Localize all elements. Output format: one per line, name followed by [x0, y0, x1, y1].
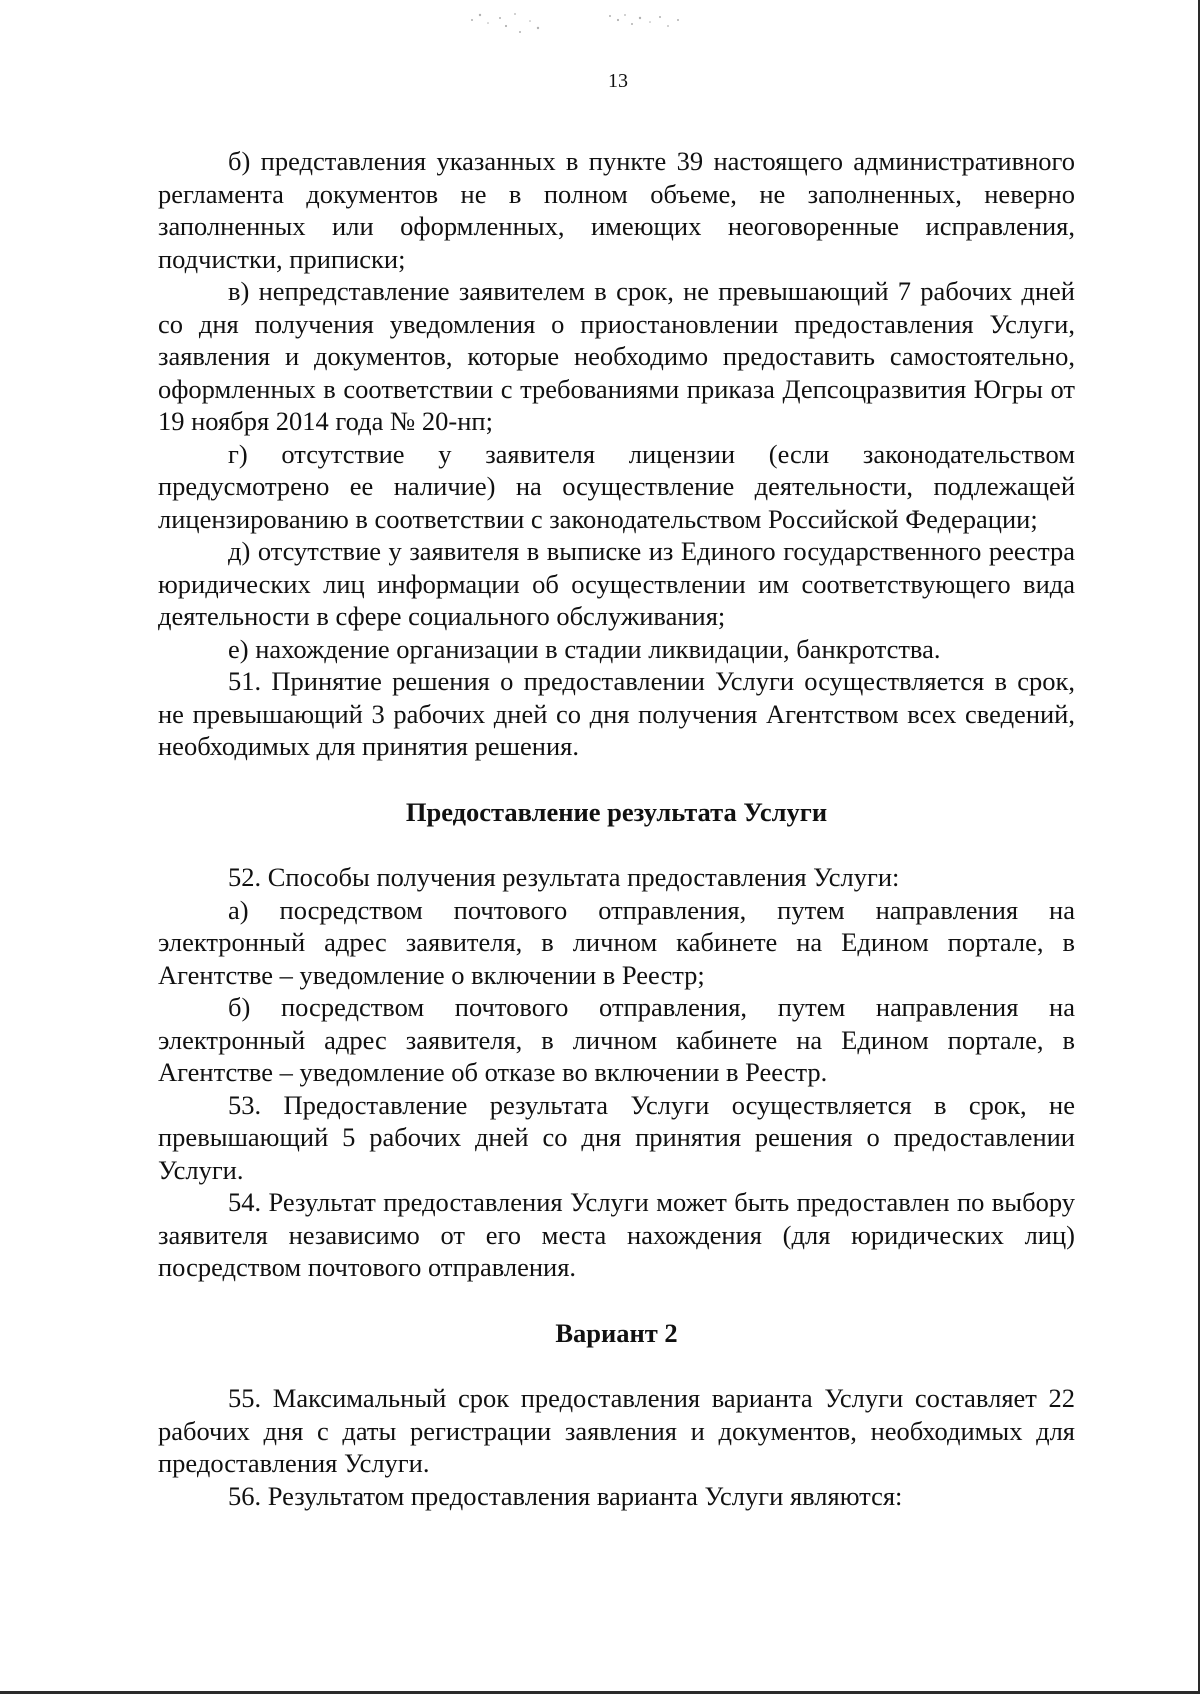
list-item-e: е) нахождение организации в стадии ликвидации, банкротства.: [228, 633, 941, 664]
clause-55: 55. Максимальный срок предоставления варианта Услуги составляет 22 рабочих дня с даты регистрации заявления и документов, необходимых для предоставления Услуги.: [158, 1383, 1075, 1478]
clause-52-item-b: б) посредством почтового отправления, путем направления на электронный адрес заявителя, в личном кабинете на Едином портале, в Агентстве – уведомление об отказе во включении в Реестр.: [158, 992, 1075, 1087]
clause-56: 56. Результатом предоставления варианта Услуги являются:: [228, 1480, 903, 1511]
scan-artifact: [460, 6, 720, 46]
clause-52-item-a: а) посредством почтового отправления, путем направления на электронный адрес заявителя, в личном кабинете на Едином портале, в Агентстве – уведомление о включении в Реестр;: [158, 894, 1075, 990]
clause-52: 52. Способы получения результата предоставления Услуги:: [228, 862, 900, 892]
section-heading-result: Предоставление результата Услуги: [405, 796, 828, 827]
clause-54: 54. Результат предоставления Услуги может быть предоставлен по выбору заявителя независимо от его места нахождения (для юридических лиц) посредством почтового отправления.: [158, 1187, 1075, 1282]
list-item-v: в) непредставление заявителем в срок, не превышающий 7 рабочих дней со дня получения уведомления о приостановлении предоставления Услуги, заявления и документов, которые необходимо предоставить самостоятельно, оформленных в соответствии с требованиями приказа Депсоцразвития Югры от 19 ноября 2014 года № 20-нп;: [158, 276, 1075, 436]
list-item-d: д) отсутствие у заявителя в выписке из Единого государственного реестра юридических лиц информации об осуществлении им соответствующего вида деятельности в сфере социального обслуживания;: [158, 536, 1075, 631]
clause-51: 51. Принятие решения о предоставлении Услуги осуществляется в срок, не превышающий 3 рабочих дней со дня получения Агентством всех сведений, необходимых для принятия решения.: [158, 666, 1075, 761]
list-item-g: г) отсутствие у заявителя лицензии (если законодательством предусмотрено ее наличие) на осуществление деятельности, подлежащей лицензированию в соответствии с законодательством Российской Федерации;: [158, 438, 1075, 534]
section-heading-variant-2: Вариант 2: [555, 1317, 678, 1348]
list-item-b: б) представления указанных в пункте 39 настоящего административного регламента документов не в полном объеме, не заполненных, неверно заполненных или оформленных, имеющих неоговоренные исправления, подчистки, приписки;: [158, 146, 1075, 274]
clause-53: 53. Предоставление результата Услуги осуществляется в срок, не превышающий 5 рабочих дней со дня принятия решения о предоставлении Услуги.: [158, 1089, 1075, 1185]
page-number: 13: [608, 70, 628, 92]
document-body: [158, 145, 1075, 1512]
